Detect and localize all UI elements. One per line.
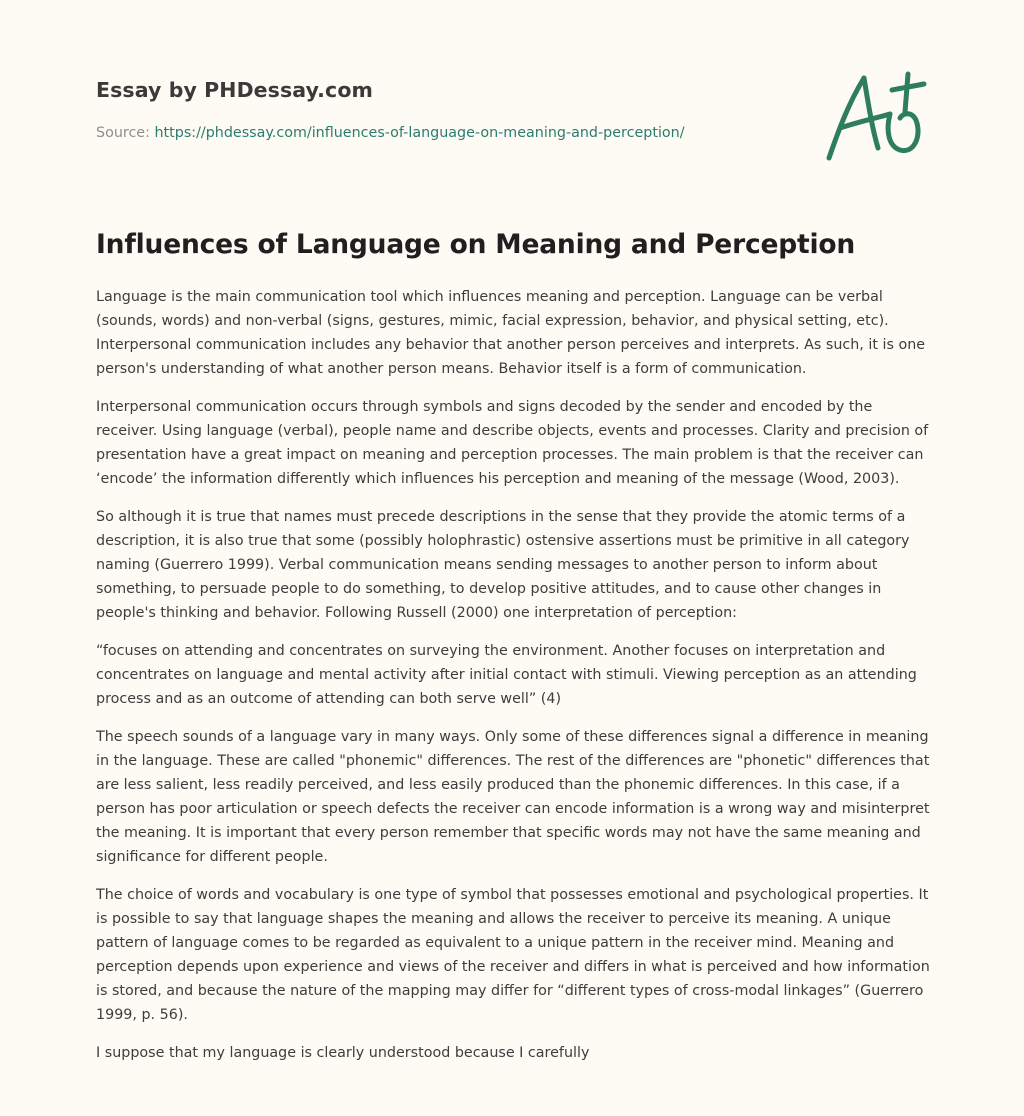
quote-paragraph: “focuses on attending and concentrates on surveying the environment. Another focuses on interpretation and concentrates on language and mental activity after initial contact with stimuli. Viewing perception as an attending process and as an outcome of attending can both serve well” (4) [96,643,917,707]
paragraph: So although it is true that names must precede descriptions in the sense that they provide the atomic terms of a description, it is also true that some (possibly holophrastic) ostensive assertions must be primitive in all category naming (Guerrero 1999). Verbal communication means sending messages to another person to inform about something, to persuade people to do something, to develop positive attitudes, and to cause other changes in people's thinking and behavior. Following Russell (2000) one interpretation of perception: [96,509,910,621]
essay-body [96,285,932,1079]
paragraph: Interpersonal communication occurs through symbols and signs decoded by the sender and encoded by the receiver. Using language (verbal), people name and describe objects, events and processes. Clarity and precision of presentation have a great impact on meaning and perception processes. The main problem is that the receiver can ‘encode’ the information differently which influences his perception and meaning of the message (Wood, 2003). [96,399,929,487]
paragraph: The speech sounds of a language vary in many ways. Only some of these differences signal a difference in meaning in the language. These are called "phonemic" differences. The rest of the differences are "phonetic" differences that are less salient, less readily perceived, and less easily produced than the phonemic differences. In this case, if a person has poor articulation or speech defects the receiver can encode information is a wrong way and misinterpret the meaning. It is important that every person remember that specific words may not have the same meaning and significance for different people. [96,729,930,865]
essay-header [96,76,796,144]
paragraph: Language is the main communication tool which influences meaning and perception. Language can be verbal (sounds, words) and non-verbal (signs, gestures, mimic, facial expression, behavior, and physical setting, etc). Interpersonal communication includes any behavior that another person perceives and interprets. As such, it is one person's understanding of what another person means. Behavior itself is a form of communication. [96,289,926,377]
paragraph: The choice of words and vocabulary is one type of symbol that possesses emotional and psychological properties. It is possible to say that language shapes the meaning and allows the receiver to perceive its meaning. A unique pattern of language comes to be regarded as equivalent to a unique pattern in the receiver mind. Meaning and perception depends upon experience and views of the receiver and differs in what is perceived and how information is stored, and because the nature of the mapping may differ for “different types of cross-modal linkages” (Guerrero 1999, p. 56). [96,887,930,1023]
source-link[interactable]: https://phdessay.com/influences-of-language-on-meaning-and-perception/ [154,125,685,141]
source-line [96,122,796,144]
source-label: Source: [96,125,155,141]
a-plus-grade-icon [818,66,934,166]
paragraph: I suppose that my language is clearly understood because I carefully [96,1045,590,1061]
essay-title: Influences of Language on Meaning and Perception [96,229,856,260]
site-brand: Essay by PHDessay.com [96,78,373,102]
